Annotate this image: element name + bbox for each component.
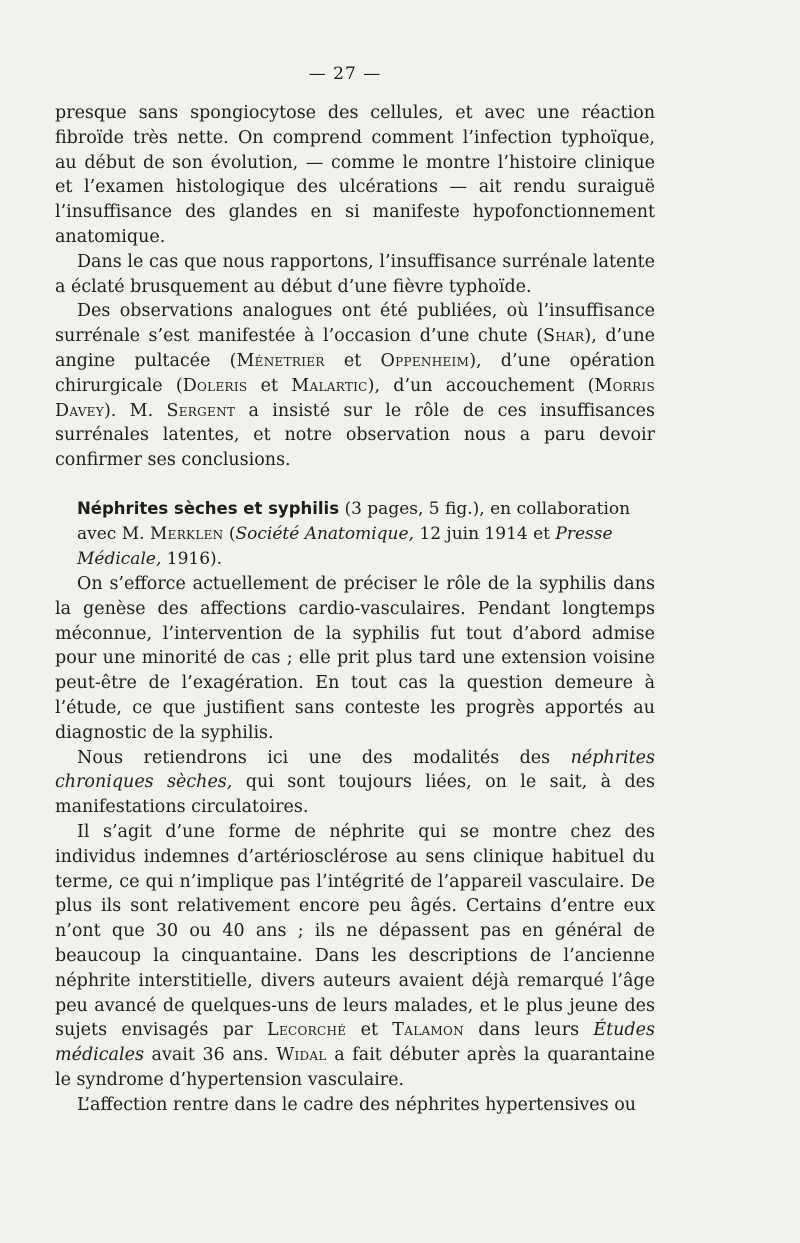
author-name: Doleris <box>182 375 248 396</box>
section-nephritis <box>55 572 655 1118</box>
paragraph: presque sans spongiocytose des cellules, et avec une réaction fibroïde très nette. On comprend comment l’infection typhoïque, au début de son évolution, — comme le montre l’histoire clinique et l’examen histologique des ulcérations — ait rendu suraiguë l’insuffisance des glandes en si manifeste hypofonctionnement anatomique. <box>55 103 655 247</box>
author-name: Malartic <box>291 375 368 396</box>
paragraph: On s’efforce actuellement de préciser le rôle de la syphilis dans la genèse des affections cardio-vasculaires. Pendant longtemps méconnue, l’intervention de la syphilis fut tout d’abord admise pour une minorité de cas ; elle prit plus tard une extension voisine peut-être de l’exagération. En tout cas la question demeure à l’étude, ce que justifient sans conteste les progrès apportés au diagnostic de la syphilis. <box>55 574 655 743</box>
author-name: Talamon <box>392 1020 464 1041</box>
author-name: Ménetrier <box>236 350 325 371</box>
journal-name: Société Anatomique, <box>235 524 414 544</box>
paragraph: Dans le cas que nous rapportons, l’insuffisance surrénale latente a éclaté brusquement au début d’une fièvre typhoïde. <box>55 251 655 297</box>
book-title: Études médicales <box>55 1020 655 1066</box>
author-name: Merklen <box>149 524 224 544</box>
article-title: Néphrites sèches et syphilis <box>77 499 340 518</box>
author-name: Oppenheim <box>380 350 470 371</box>
section-adrenal-insufficiency <box>55 101 655 473</box>
page-number: — 27 — <box>308 64 382 84</box>
author-name: Sergent <box>166 400 236 421</box>
author-name: Widal <box>276 1045 327 1066</box>
paragraph: Des observations analogues ont été publiées, où l’insuffisance surrénale s’est manifestée à l’occasion d’une chute (Shar), d’une angine pultacée (Ménetrier et Oppenheim), d’une opération chirurgicale (Doleris et Malartic), d’un accouchement (Morris Davey). M. Sergent a insisté sur le rôle de ces insuffisances surrénales latentes, et notre observation nous a paru devoir confirmer ses conclusions. <box>55 301 655 471</box>
article-heading <box>77 496 657 572</box>
article-citation: Néphrites sèches et syphilis (3 pages, 5 fig.), en collaboration avec M. Merklen (Société Anatomique, 12 juin 1914 et Presse Médicale, 1916). <box>77 499 631 569</box>
emphasis-term: néphrites chroniques sèches, <box>55 747 655 793</box>
paragraph: Nous retiendrons ici une des modalités des néphrites chroniques sèches, qui sont toujours liées, on le sait, à des manifestations circulatoires. <box>55 747 655 818</box>
author-name: Morris Davey <box>55 375 655 421</box>
author-name: Lecorché <box>267 1020 347 1041</box>
paragraph: L’affection rentre dans le cadre des néphrites hypertensives ou <box>77 1094 637 1115</box>
author-name: Shar <box>543 326 585 347</box>
paragraph: Il s’agit d’une forme de néphrite qui se montre chez des individus indemnes d’artériosclérose au sens clinique habituel du terme, ce qui n’implique pas l’intégrité de l’appareil vasculaire. De plus ils sont relativement encore peu âgés. Certains d’entre eux n’ont que 30 ou 40 ans ; ils ne dépassent pas en général de beaucoup la cinquantaine. Dans les descriptions de l’ancienne néphrite interstitielle, divers auteurs avaient déjà remarqué l’âge peu avancé de quelques-uns de leurs malades, et le plus jeune des sujets envisagés par Lecorché et Talamon dans leurs Études médicales avait 36 ans. Widal a fait débuter après la quarantaine le syndrome d’hypertension vasculaire. <box>55 821 656 1090</box>
journal-name: Presse Médicale, <box>77 524 613 569</box>
